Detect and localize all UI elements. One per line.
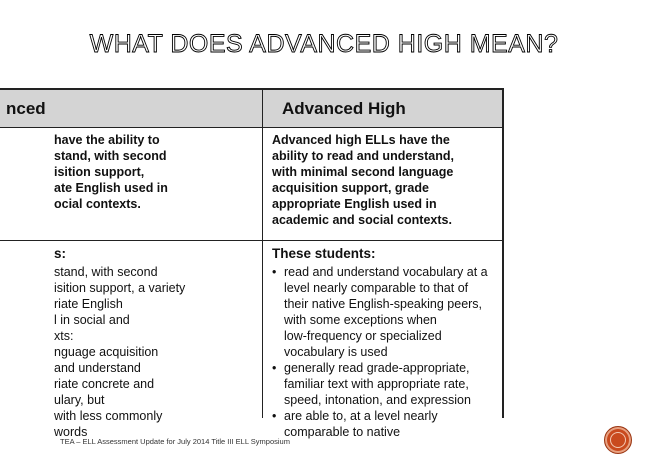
text-line: speed, intonation, and expression — [284, 393, 471, 407]
text-line: are able to, at a level nearly — [284, 409, 438, 423]
bullet-marker: • — [272, 361, 277, 375]
text-line: nguage acquisition — [54, 345, 159, 359]
bullet-item — [272, 360, 500, 376]
text-line: and understand — [54, 361, 141, 375]
definition-advanced — [54, 132, 259, 212]
proficiency-table — [0, 88, 504, 439]
slide-footer: TEA – ELL Assessment Update for July 2014 Title III ELL Symposium — [60, 437, 290, 446]
nav-ring — [610, 432, 626, 448]
circle-nav-icon[interactable] — [604, 426, 632, 454]
text-line: comparable to native — [284, 425, 401, 439]
bullet-item — [272, 408, 500, 424]
students-heading: These students: — [272, 246, 376, 261]
text-line: stand, with second — [54, 265, 158, 279]
text-line: l in social and — [54, 313, 130, 327]
text-line: vocabulary is used — [284, 345, 388, 359]
text-line: generally read grade-appropriate, — [284, 361, 470, 375]
text-line: low-frequency or specialized — [284, 329, 442, 343]
text-line: with less commonly — [54, 409, 163, 423]
header-advanced-high: Advanced High — [282, 99, 406, 118]
row-divider — [0, 240, 504, 241]
text-line: isition support, a variety — [54, 281, 186, 295]
slide-title: WHAT DOES ADVANCED HIGH MEAN? — [89, 30, 559, 58]
bullet-marker: • — [272, 409, 277, 423]
proficiency-table-image — [6, 88, 506, 439]
column-divider — [262, 88, 263, 418]
students-heading: s: — [54, 246, 67, 261]
text-line: xts: — [54, 329, 74, 343]
text-line: with some exceptions when — [284, 313, 437, 327]
text-line: ocial contexts. — [54, 197, 141, 211]
text-line: with minimal second language — [272, 165, 454, 179]
header-advanced: nced — [6, 99, 46, 118]
text-line: ate English used in — [54, 181, 168, 195]
text-line: stand, with second — [54, 149, 167, 163]
text-line: ulary, but — [54, 393, 105, 407]
bullet-item — [272, 264, 500, 280]
text-line: read and understand vocabulary at a — [284, 265, 488, 279]
table-header-row — [0, 88, 504, 128]
definition-advanced-high — [272, 132, 500, 228]
bullet-marker: • — [272, 265, 277, 279]
table-right-border — [502, 88, 504, 418]
text-line: riate concrete and — [54, 377, 155, 391]
text-line: riate English — [54, 297, 123, 311]
text-line: level nearly comparable to that of — [284, 281, 469, 295]
text-line: acquisition support, grade — [272, 181, 429, 195]
text-line: academic and social contexts. — [272, 213, 452, 227]
text-line: Advanced high ELLs have the — [272, 133, 450, 147]
text-line: words — [54, 425, 88, 439]
students-advanced — [54, 246, 259, 440]
students-advanced-high — [272, 246, 500, 440]
text-line: ability to read and understand, — [272, 149, 454, 163]
text-line: appropriate English used in — [272, 197, 437, 211]
text-line: their native English-speaking peers, — [284, 297, 483, 311]
text-line: isition support, — [54, 165, 145, 179]
text-line: have the ability to — [54, 133, 160, 147]
text-line: familiar text with appropriate rate, — [284, 377, 469, 391]
